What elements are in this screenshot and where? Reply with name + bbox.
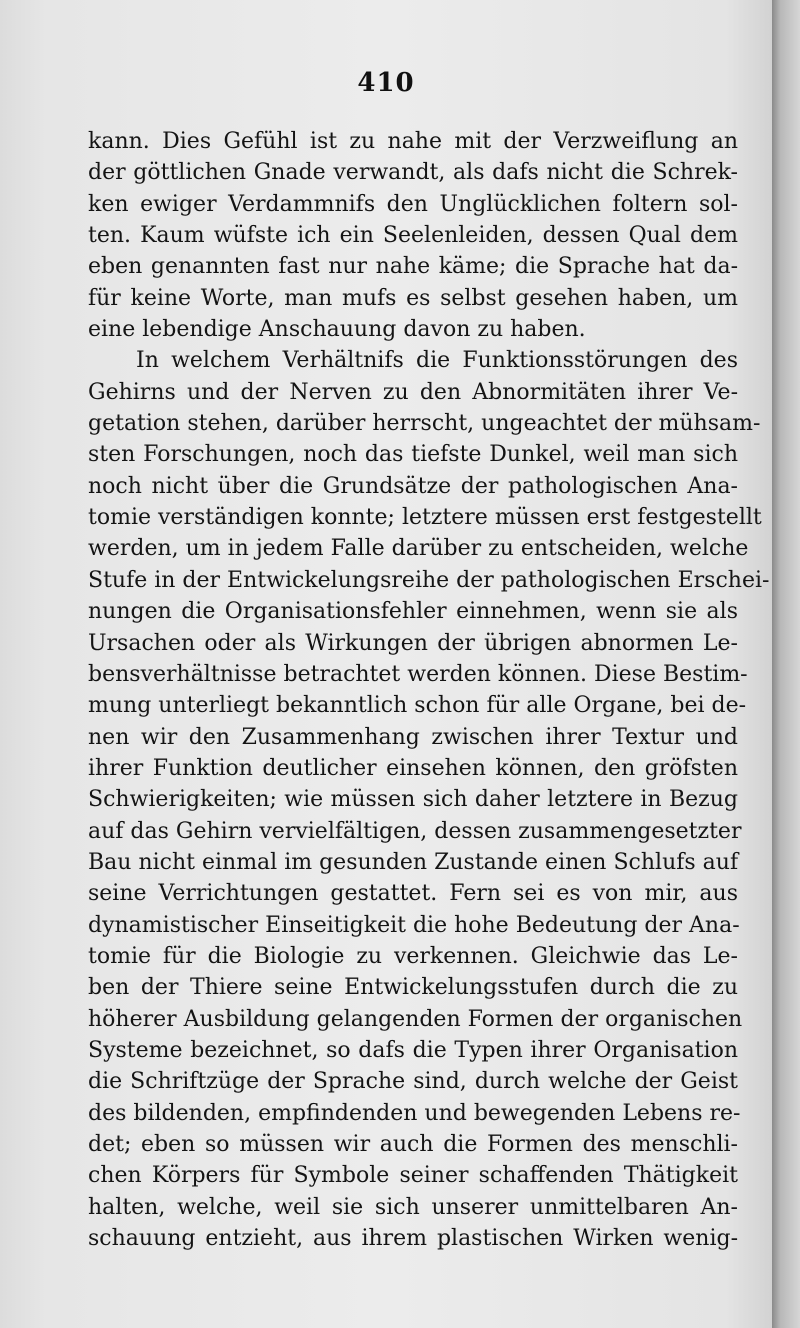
text-line: Bau nicht einmal im gesunden Zustande einen Schlufs auf bbox=[88, 849, 739, 875]
text-line: eben genannten fast nur nahe käme; die Sprache hat da- bbox=[88, 254, 738, 280]
text-line: der göttlichen Gnade verwandt, als dafs nicht die Schrek- bbox=[88, 160, 738, 186]
text-line: Gehirns und der Nerven zu den Abnormitäten ihrer Ve- bbox=[88, 379, 738, 405]
text-line: tomie für die Biologie zu verkennen. Gleichwie das Le- bbox=[88, 943, 738, 969]
text-line: tomie verständigen konnte; letztere müssen erst festgestellt bbox=[88, 505, 762, 531]
text-line: bensverhältnisse betrachtet werden können. Diese Bestim- bbox=[88, 661, 748, 687]
text-line: ken ewiger Verdammnifs den Unglücklichen foltern sol- bbox=[88, 191, 738, 217]
text-line: ten. Kaum wüfste ich ein Seelenleiden, dessen Qual dem bbox=[88, 223, 738, 249]
text-line: Systeme bezeichnet, so dafs die Typen ihrer Organisation bbox=[88, 1037, 738, 1063]
page-edge-shadow bbox=[772, 0, 800, 1328]
text-line: werden, um in jedem Falle darüber zu entscheiden, welche bbox=[88, 536, 749, 562]
text-line: eine lebendige Anschauung davon zu haben. bbox=[88, 317, 586, 343]
text-line: chen Körpers für Symbole seiner schaffenden Thätigkeit bbox=[88, 1163, 738, 1189]
text-line: seine Verrichtungen gestattet. Fern sei es von mir, aus bbox=[88, 881, 738, 907]
text-line: nungen die Organisationsfehler einnehmen, wenn sie als bbox=[88, 599, 738, 625]
text-line: auf das Gehirn vervielfältigen, dessen zusammengesetzter bbox=[88, 818, 742, 844]
text-line: getation stehen, darüber herrscht, ungeachtet der mühsam- bbox=[88, 411, 761, 437]
text-line: ben der Thiere seine Entwickelungsstufen durch die zu bbox=[88, 975, 738, 1001]
text-line: det; eben so müssen wir auch die Formen des menschli- bbox=[88, 1132, 738, 1157]
text-line: für keine Worte, man mufs es selbst gesehen haben, um bbox=[88, 285, 738, 311]
page-number: 410 bbox=[357, 68, 415, 98]
text-line: Schwierigkeiten; wie müssen sich daher letztere in Bezug bbox=[88, 787, 738, 813]
text-line: kann. Dies Gefühl ist zu nahe mit der Verzweiflung an bbox=[88, 129, 738, 154]
text-line: Stufe in der Entwickelungsreihe der pathologischen Erschei- bbox=[88, 567, 770, 593]
text-line: noch nicht über die Grundsätze der pathologischen Ana- bbox=[88, 473, 738, 499]
text-line: des bildenden, empfindenden und bewegenden Lebens re- bbox=[88, 1100, 741, 1126]
text-line: höherer Ausbildung gelangenden Formen der organischen bbox=[88, 1006, 743, 1032]
body-text bbox=[88, 126, 770, 1254]
text-line: ihrer Funktion deutlicher einsehen können, den gröfsten bbox=[88, 755, 738, 781]
text-line: die Schriftzüge der Sprache sind, durch welche der Geist bbox=[88, 1069, 738, 1095]
text-line: nen wir den Zusammenhang zwischen ihrer Textur und bbox=[88, 724, 738, 750]
text-line: Ursachen oder als Wirkungen der übrigen abnormen Le- bbox=[88, 630, 738, 656]
text-line: dynamistischer Einseitigkeit die hohe Bedeutung der Ana- bbox=[88, 912, 740, 938]
text-line: mung unterliegt bekanntlich schon für alle Organe, bei de- bbox=[88, 693, 747, 719]
text-line: sten Forschungen, noch das tiefste Dunkel, weil man sich bbox=[88, 442, 738, 468]
text-line: schauung entzieht, aus ihrem plastischen Wirken wenig- bbox=[88, 1226, 738, 1252]
text-line: halten, welche, weil sie sich unserer unmittelbaren An- bbox=[88, 1194, 738, 1220]
paragraph-start-line: In welchem Verhältnifs die Funktionsstörungen des bbox=[136, 348, 738, 374]
